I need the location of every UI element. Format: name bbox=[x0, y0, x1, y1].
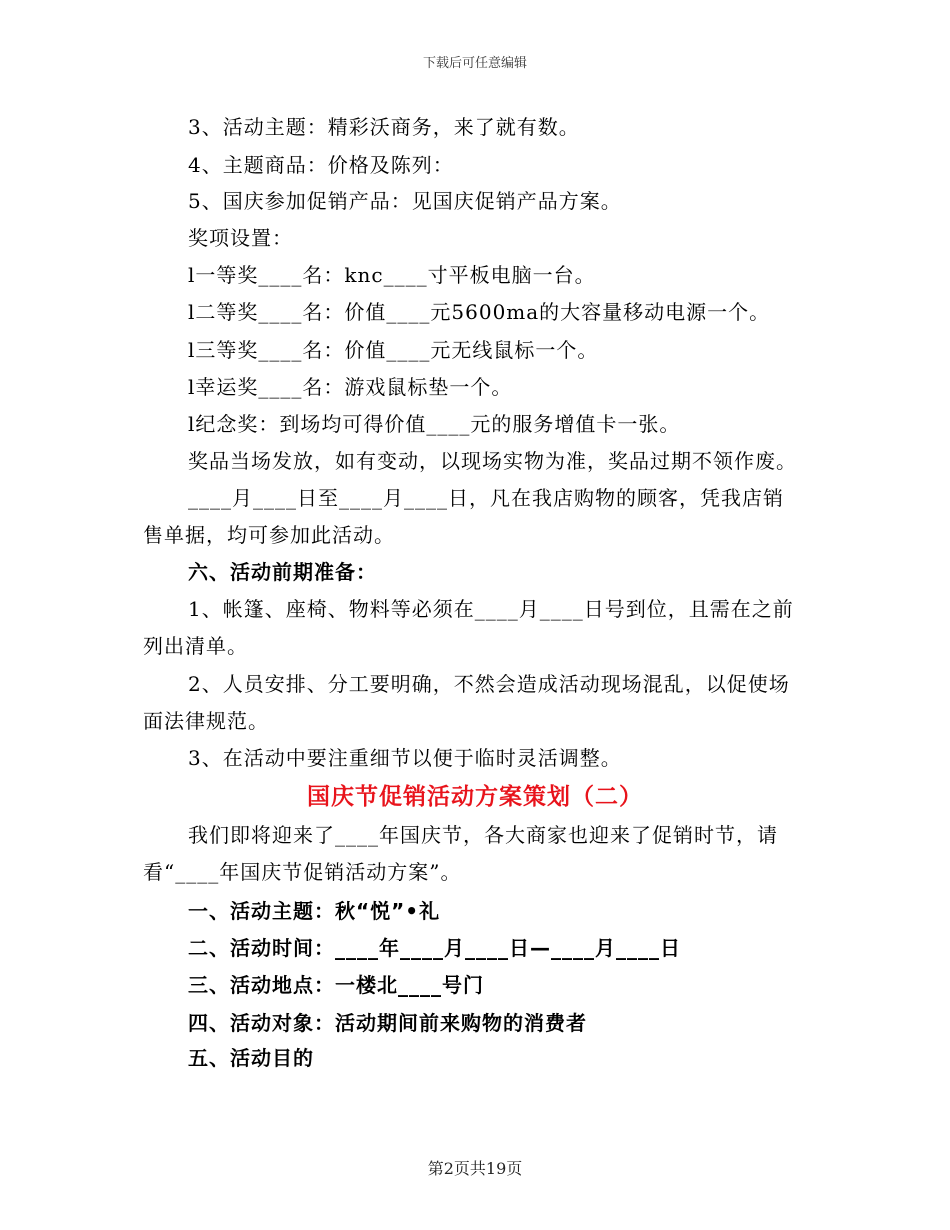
paragraph-line: 列出清单。 bbox=[143, 634, 248, 658]
paragraph-line: 4、主题商品：价格及陈列： bbox=[188, 153, 454, 177]
prize-line: l幸运奖____名：游戏鼠标垫一个。 bbox=[188, 375, 513, 399]
paragraph-line: 看“____年国庆节促销活动方案”。 bbox=[143, 860, 462, 884]
paragraph-line: 奖品当场发放，如有变动，以现场实物为准，奖品过期不领作废。 bbox=[188, 449, 797, 473]
paragraph-line: ____月____日至____月____日，凡在我店购物的顾客，凭我店销 bbox=[188, 486, 784, 510]
paragraph-line: 3、活动主题：精彩沃商务，来了就有数。 bbox=[188, 115, 580, 139]
header-note: 下载后可任意编辑 bbox=[422, 56, 527, 71]
paragraph-line: 3、在活动中要注重细节以便于临时灵活调整。 bbox=[188, 746, 622, 770]
paragraph-line: 我们即将迎来了____年国庆节，各大商家也迎来了促销时节，请 bbox=[188, 823, 778, 847]
section-heading: 二、活动时间：____年____月____日—____月____日 bbox=[188, 936, 681, 960]
prize-line: l三等奖____名：价值____元无线鼠标一个。 bbox=[188, 338, 599, 362]
section-heading: 三、活动地点：一楼北____号门 bbox=[188, 973, 484, 997]
paragraph-line: 面法律规范。 bbox=[143, 709, 269, 733]
section-heading: 六、活动前期准备： bbox=[188, 560, 377, 584]
paragraph-line: 售单据，均可参加此活动。 bbox=[143, 523, 395, 547]
section-heading: 五、活动目的 bbox=[188, 1046, 314, 1070]
paragraph-line: 奖项设置： bbox=[188, 226, 293, 250]
prize-line: l一等奖____名：knc____寸平板电脑一台。 bbox=[188, 263, 596, 287]
section-heading: 一、活动主题：秋“悦”•礼 bbox=[188, 899, 441, 923]
page-number: 第2页共19页 bbox=[427, 1159, 523, 1178]
paragraph-line: 2、人员安排、分工要明确，不然会造成活动现场混乱，以促使场 bbox=[188, 672, 790, 696]
paragraph-line: 1、帐篷、座椅、物料等必须在____月____日号到位，且需在之前 bbox=[188, 597, 794, 621]
section-heading: 四、活动对象：活动期间前来购物的消费者 bbox=[188, 1011, 587, 1035]
paragraph-line: 5、国庆参加促销产品：见国庆促销产品方案。 bbox=[188, 189, 622, 213]
prize-line: l纪念奖：到场均可得价值____元的服务增值卡一张。 bbox=[188, 412, 681, 436]
section-title: 国庆节促销活动方案策划（二） bbox=[307, 784, 643, 810]
prize-line: l二等奖____名：价值____元5600ma的大容量移动电源一个。 bbox=[188, 300, 771, 324]
